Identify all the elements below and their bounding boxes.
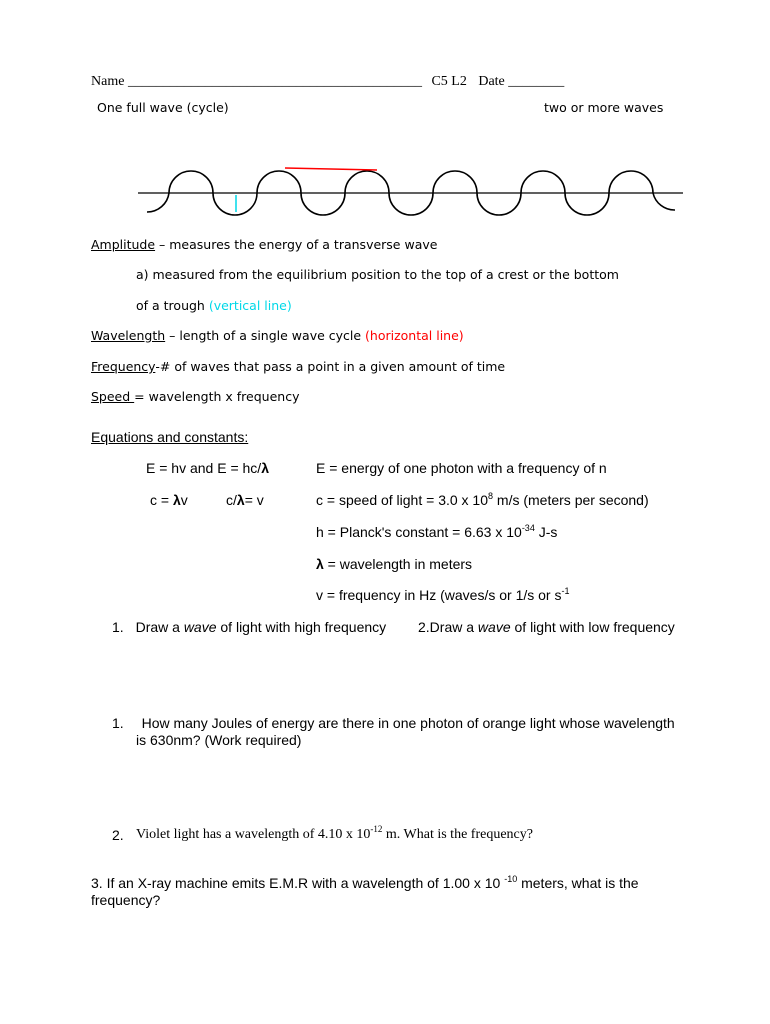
question-draw-high	[112, 619, 386, 635]
class-code: C5 L2	[431, 74, 467, 89]
question-text: Draw a	[135, 619, 184, 635]
lambda-symbol: λ	[261, 460, 269, 476]
exponent: -34	[521, 523, 535, 533]
question-draw-low	[418, 619, 675, 635]
horizontal-line-note: (horizontal line)	[365, 328, 464, 343]
eq2-right	[316, 492, 649, 508]
eq1-right: E = energy of one photon with a frequency of n	[316, 460, 607, 476]
question-xray	[91, 875, 639, 891]
question-text: 2.Draw a	[418, 619, 478, 635]
question-joules-line2: is 630nm? (Work required)	[136, 732, 302, 748]
question-text: of light with low frequency	[510, 619, 675, 635]
vertical-line-note: (vertical line)	[208, 298, 292, 313]
wavelength-marker	[285, 168, 377, 170]
frequency-text: -# of waves that pass a point in a given amount of time	[155, 359, 506, 374]
lambda-symbol: λ	[236, 492, 245, 508]
wave-italic: wave	[183, 619, 217, 635]
question-text: of light with high frequency	[216, 619, 387, 635]
eq2-left	[150, 492, 188, 508]
caption-one-wave: One full wave (cycle)	[97, 100, 229, 115]
question-text: Violet light has a wavelength of 4.10 x 10	[136, 827, 371, 842]
speed-text: = wavelength x frequency	[134, 389, 300, 404]
wavelength-text: – length of a single wave cycle	[165, 328, 366, 343]
question-violet-number: 2.	[112, 827, 124, 843]
amplitude-detail-b-text: of a trough	[136, 298, 209, 313]
name-field[interactable]: __________________________________________	[127, 74, 422, 89]
eq3	[316, 524, 557, 540]
question-xray-line2: frequency?	[91, 892, 161, 908]
frequency-meaning: v = frequency in Hz (waves/s or 1/s or s	[316, 587, 562, 603]
planck-text: h = Planck's constant = 6.63 x 10	[316, 524, 522, 540]
eq2-left-text: c =	[150, 492, 173, 508]
question-text: m. What is the frequency?	[382, 827, 533, 842]
amplitude-detail-a: a) measured from the equilibrium position to the top of a crest or the bottom	[136, 267, 619, 282]
question-text: meters, what is the	[517, 875, 639, 891]
frequency-term: Frequency	[91, 359, 156, 374]
eq4	[316, 556, 472, 572]
eq2-mid	[226, 492, 264, 508]
equations-heading: Equations and constants:	[91, 429, 249, 445]
lambda-symbol: λ	[172, 492, 181, 508]
question-violet	[136, 824, 533, 843]
lambda-symbol: λ	[316, 556, 324, 572]
planck-units: J-s	[534, 524, 558, 540]
date-field[interactable]: ________	[508, 74, 565, 89]
speed-of-light-text: c = speed of light = 3.0 x 10	[316, 492, 489, 508]
frequency-definition	[91, 359, 505, 374]
date-label: Date	[478, 74, 505, 89]
wavelength-definition	[91, 328, 464, 343]
name-label: Name	[91, 74, 125, 89]
question-text: How many Joules of energy are there in one photon of orange light whose wavelength	[141, 715, 675, 731]
eq1-left-text: E = hv and E = hc/	[146, 460, 262, 476]
amplitude-text: – measures the energy of a transverse wave	[155, 237, 438, 252]
question-joules	[112, 715, 675, 731]
speed-term: Speed	[91, 389, 135, 404]
wavelength-meaning: = wavelength in meters	[323, 556, 473, 572]
exponent: -1	[561, 586, 570, 596]
eq2-left-v: v	[180, 492, 188, 508]
exponent: 8	[488, 491, 494, 501]
exponent: -10	[504, 874, 518, 884]
eq1-left	[146, 460, 269, 476]
header-line	[91, 74, 564, 90]
eq5	[316, 587, 570, 603]
wave-italic: wave	[477, 619, 511, 635]
amplitude-definition	[91, 237, 437, 252]
question-number: 1.	[112, 619, 124, 635]
question-number: 1.	[112, 715, 124, 731]
caption-many-waves: two or more waves	[544, 100, 664, 115]
eq2-mid-v: = v	[244, 492, 264, 508]
wave-diagram	[135, 160, 695, 220]
eq2-mid-text: c/	[226, 492, 237, 508]
wavelength-term: Wavelength	[91, 328, 166, 343]
speed-definition	[91, 389, 299, 404]
amplitude-detail-b	[136, 298, 292, 313]
question-text: 3. If an X-ray machine emits E.M.R with a wavelength of 1.00 x 10	[91, 875, 505, 891]
exponent: -12	[370, 824, 383, 834]
speed-of-light-units: m/s (meters per second)	[493, 492, 649, 508]
amplitude-term: Amplitude	[91, 237, 156, 252]
